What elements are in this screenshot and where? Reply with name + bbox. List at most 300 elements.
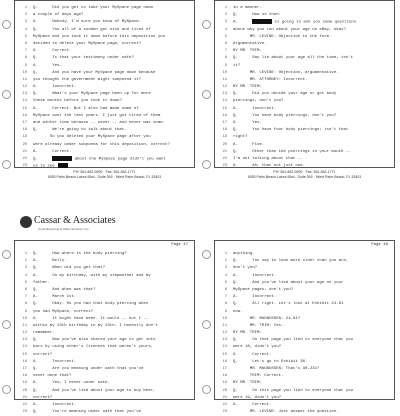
line-text	[233, 388, 392, 395]
transcript-line	[215, 380, 394, 387]
transcript-line	[215, 251, 394, 258]
line-text	[233, 48, 392, 55]
line-number: 9	[24, 309, 27, 314]
line-text	[33, 258, 192, 265]
transcript-line	[15, 359, 194, 366]
line-text	[233, 41, 392, 48]
line-text-part: A. Five.	[233, 142, 265, 147]
line-text	[33, 34, 192, 41]
transcript-frame	[14, 0, 195, 168]
line-text-part: Q. Did you get to take your MySpace page down	[33, 6, 154, 10]
line-text-part: Q. You're meaning under oath that you've	[33, 410, 142, 415]
line-number: 14	[222, 345, 227, 350]
line-text	[33, 402, 192, 409]
line-text-part: Q. And you have your MySpace page down because	[33, 70, 156, 75]
line-text-part: A. Incorrect.	[233, 106, 277, 111]
transcript-line	[215, 337, 394, 344]
line-text-part: MySpace over the last years. I just got tired of them	[33, 113, 161, 118]
line-text-part: A. Correct.	[33, 49, 72, 54]
line-text	[233, 280, 392, 287]
line-text-part: don't you?	[233, 266, 258, 271]
punch-hole	[202, 20, 211, 29]
line-text-part: a couple of days ago?	[33, 13, 84, 18]
transcript-line	[215, 142, 394, 149]
line-number: 19	[222, 381, 227, 386]
logo-name: Cassar & Associates	[34, 215, 116, 226]
line-text	[33, 91, 192, 98]
line-number: 18	[222, 128, 227, 133]
line-text-part: A. Correct.	[233, 352, 272, 357]
line-text-part: A. Nobody. I'm sure you know of MySpace.	[33, 20, 142, 25]
line-text	[233, 142, 392, 149]
line-text-part: these months before you took it down?	[33, 99, 122, 104]
transcript-line	[215, 344, 394, 351]
transcript-line	[15, 395, 194, 402]
line-text	[233, 134, 392, 141]
line-number: 5	[224, 280, 227, 285]
line-text-part: TRIM: Correct.	[233, 374, 284, 379]
line-number: 6	[224, 287, 227, 292]
line-number: 23	[222, 410, 227, 415]
line-text	[233, 106, 392, 113]
transcript-line	[215, 134, 394, 141]
line-text-part: A. Incorrect.	[33, 85, 77, 90]
line-number: 18	[22, 128, 27, 133]
line-number: 16	[222, 113, 227, 118]
line-text	[33, 359, 192, 366]
line-text	[233, 91, 392, 98]
line-text	[233, 34, 392, 41]
line-text	[233, 337, 392, 344]
line-text	[33, 84, 192, 91]
transcript-line	[15, 287, 194, 294]
line-text	[33, 12, 192, 19]
line-text-part: Q. Say lie about your age all the time, isn't	[233, 56, 354, 61]
line-text	[33, 366, 192, 373]
transcript-line	[15, 127, 194, 134]
punch-hole	[2, 90, 11, 99]
transcript-line	[15, 258, 194, 265]
line-text-part: Argumentative.	[233, 41, 267, 46]
transcript-lines	[15, 5, 194, 170]
line-text	[33, 337, 192, 344]
line-text-part: bars by using other's licenses that weren't yours,	[33, 345, 154, 350]
transcript-page-2	[204, 0, 397, 190]
line-text-part: A. Belly.	[33, 259, 67, 264]
line-text-part: Q. On this page you lied to everyone that you	[233, 388, 354, 393]
line-text-part: about the MySpace page didn't you want	[72, 157, 166, 162]
transcript-line	[15, 323, 194, 330]
page-footer	[214, 170, 395, 180]
transcript-line	[215, 19, 394, 26]
line-number: 9	[24, 63, 27, 68]
line-text	[233, 27, 392, 34]
transcript-line	[215, 388, 394, 395]
line-text-part: BY MR. TRIM:	[233, 49, 262, 54]
line-number: 10	[22, 70, 27, 75]
punch-hole	[202, 90, 211, 99]
transcript-line	[215, 127, 394, 134]
line-text-part: now.	[233, 309, 243, 314]
transcript-line	[15, 63, 194, 70]
transcript-lines	[15, 251, 194, 416]
line-text-part: Q.	[33, 157, 53, 162]
transcript-line	[15, 34, 194, 41]
transcript-line	[215, 98, 394, 105]
line-text-part: A. Yes.	[33, 63, 62, 68]
line-number: 3	[24, 266, 27, 271]
line-text	[233, 120, 392, 127]
transcript-line	[215, 330, 394, 337]
line-number: 12	[22, 85, 27, 90]
line-text-part: Q. What's your MySpace page been up for more	[33, 92, 151, 97]
line-text-part: MR. ATTORNEY: Incorrect.	[233, 77, 308, 82]
line-number: 14	[22, 345, 27, 350]
line-number: 9	[224, 309, 227, 314]
transcript-page-4	[204, 210, 397, 415]
line-text	[33, 142, 192, 149]
line-number: 2	[24, 259, 27, 264]
line-text-part: Q. You have body piercings, don't you?	[233, 113, 337, 118]
line-text-part: MR. LEVINE: Just answer the question.	[233, 410, 339, 415]
line-number: 7	[24, 295, 27, 300]
line-text	[233, 366, 392, 373]
line-number: 13	[22, 338, 27, 343]
line-text	[33, 134, 192, 141]
transcript-line	[215, 41, 394, 48]
redaction-bar	[252, 19, 272, 24]
footer-contact: PH: 561.682.0905 · Fax: 561.682.1771	[73, 170, 136, 174]
line-text-part: decided to delete your MySpace page, correct?	[33, 41, 142, 46]
line-text-part: remember.	[33, 331, 55, 336]
transcript-line	[15, 70, 194, 77]
line-text-part: Q. Other than the piercings in your mouth --	[233, 149, 351, 154]
line-number: 20	[222, 142, 227, 147]
transcript-line	[15, 316, 194, 323]
line-number: 16	[22, 359, 27, 364]
punch-hole	[2, 160, 11, 169]
line-text-part: MR. MAGNUSSEN: 24-91?	[233, 316, 301, 321]
footer-address: 1655 Palm Beach Lakes Blvd., Suite 500 · West Palm Beach, FL 33401	[247, 175, 362, 179]
line-text	[33, 395, 192, 402]
punch-hole	[202, 385, 211, 394]
line-text	[33, 273, 192, 280]
transcript-line	[215, 352, 394, 359]
line-text-part: MR. LEVINE: Objection, argumentative.	[233, 70, 339, 75]
transcript-line	[15, 149, 194, 156]
punch-hole	[2, 320, 11, 329]
transcript-line	[215, 373, 394, 380]
line-text-part: Q. How where is the body piercing?	[33, 252, 127, 256]
transcript-line	[15, 27, 194, 34]
line-text	[233, 258, 392, 265]
line-text	[233, 251, 392, 258]
transcript-line	[15, 134, 194, 141]
line-text	[33, 280, 192, 287]
transcript-line	[15, 77, 194, 84]
line-text-part: Q. We're going to talk about that.	[33, 128, 127, 133]
line-text-part: Q. You say to look more older than you are,	[233, 259, 349, 264]
line-text	[233, 294, 392, 301]
line-text-part: A. March 1st.	[33, 295, 77, 300]
transcript-line	[15, 380, 194, 387]
line-number: 3	[224, 20, 227, 25]
transcript-line	[15, 98, 194, 105]
punch-hole	[2, 20, 11, 29]
transcript-line	[215, 120, 394, 127]
line-text-part: and winter time because -- never -- and never was some.	[33, 121, 166, 125]
line-number: 21	[22, 149, 27, 154]
line-text-part: father.	[33, 280, 50, 285]
line-number: 15	[222, 106, 227, 111]
transcript-line	[15, 19, 194, 26]
transcript-line	[15, 352, 194, 359]
line-text	[233, 5, 392, 12]
line-number: 13	[22, 92, 27, 97]
transcript-lines	[215, 251, 394, 416]
line-text-part: A. Yes.	[233, 121, 262, 125]
line-text	[233, 156, 392, 163]
line-number: 5	[224, 34, 227, 39]
transcript-line	[15, 409, 194, 416]
line-number: 16	[222, 359, 227, 364]
line-text	[233, 359, 392, 366]
punch-hole	[202, 250, 211, 259]
line-number: 4	[24, 273, 27, 278]
line-text	[33, 287, 192, 294]
line-number: 23	[22, 410, 27, 415]
line-number: 20	[22, 142, 27, 147]
line-number: 18	[22, 374, 27, 379]
page-footer	[14, 170, 195, 180]
line-text	[233, 352, 392, 359]
line-number: 15	[22, 352, 27, 357]
transcript-frame	[214, 0, 395, 168]
line-number: 11	[22, 323, 27, 328]
line-number: 4	[24, 27, 27, 32]
line-text	[33, 380, 192, 387]
line-text-part: never done that?	[33, 374, 72, 379]
transcript-line	[215, 5, 394, 12]
line-text	[233, 84, 392, 91]
line-text	[233, 55, 392, 62]
line-text-part: piercings, don't you?	[233, 99, 284, 104]
line-text-part: A. Correct.	[233, 402, 272, 407]
line-number: 2	[224, 259, 227, 264]
line-number: 7	[224, 295, 227, 300]
line-number: 2	[224, 13, 227, 18]
line-text	[233, 77, 392, 84]
transcript-line	[215, 48, 394, 55]
transcript-line	[215, 273, 394, 280]
line-text	[233, 265, 392, 272]
line-text	[233, 380, 392, 387]
transcript-page-3	[4, 210, 197, 415]
line-text	[33, 373, 192, 380]
transcript-line	[215, 34, 394, 41]
transcript-line	[15, 330, 194, 337]
line-text-part: A.	[233, 20, 253, 25]
line-text	[233, 98, 392, 105]
line-text	[33, 309, 192, 316]
line-text	[233, 409, 392, 416]
line-number: 8	[24, 302, 27, 307]
line-text-part: you thought the government might subpoena it?	[33, 77, 142, 82]
line-number: 14	[222, 99, 227, 104]
line-number: 11	[222, 323, 227, 328]
line-number: 22	[222, 402, 227, 407]
line-number: 10	[222, 70, 227, 75]
redaction-bar	[52, 156, 72, 161]
page-number: Page 47	[171, 243, 188, 247]
line-text-part: Q. When did you get that?	[33, 266, 106, 271]
line-text-part: us to see	[33, 164, 55, 169]
line-text-part: Q. On that page you lied to everyone that you	[233, 338, 354, 343]
line-text	[33, 5, 192, 12]
line-text	[33, 127, 192, 134]
transcript-line	[215, 55, 394, 62]
line-text	[33, 323, 192, 330]
line-number: 22	[22, 156, 27, 161]
transcript-line	[215, 366, 394, 373]
line-number: 17	[22, 121, 27, 125]
line-number: 19	[222, 135, 227, 140]
transcript-line	[215, 258, 394, 265]
transcript-line	[215, 294, 394, 301]
line-text-part: Q. Let's go to Exhibit 30.	[233, 359, 308, 364]
line-number: 19	[22, 381, 27, 386]
transcript-lines	[215, 5, 394, 170]
line-text	[233, 402, 392, 409]
line-text-part: A. Ah, that not just one.	[233, 164, 306, 169]
transcript-line	[15, 156, 194, 163]
transcript-line	[15, 84, 194, 91]
transcript-line	[15, 12, 194, 19]
line-number: 12	[222, 331, 227, 336]
line-text-part: Q. Did you decide your age or got body	[233, 92, 337, 97]
transcript-line	[215, 395, 394, 402]
line-text-part: about why you run about your age on eBay, okay?	[233, 27, 346, 32]
line-number: 2	[24, 13, 27, 18]
line-text	[33, 388, 192, 395]
line-number: 20	[222, 388, 227, 393]
line-text	[33, 330, 192, 337]
transcript-line	[215, 84, 394, 91]
transcript-line	[215, 12, 394, 19]
line-text	[33, 63, 192, 70]
transcript-line	[215, 149, 394, 156]
line-number: 21	[22, 395, 27, 400]
line-text	[233, 330, 392, 337]
line-text	[33, 149, 192, 156]
line-number: 12	[222, 85, 227, 90]
line-text-part: Q. Are you meaning under oath that you've	[33, 367, 144, 371]
line-text	[233, 395, 392, 402]
transcript-line	[215, 301, 394, 308]
line-text-part: it?	[233, 63, 241, 68]
line-text-part: Q. And you've lied about your age to buy beer,	[33, 388, 156, 393]
line-text	[33, 19, 192, 26]
line-text	[233, 70, 392, 77]
line-text	[33, 48, 192, 55]
line-text-part: Q. All right. Let's look at Exhibit 24-91	[233, 302, 344, 307]
line-text-part: A. Incorrect.	[233, 295, 277, 300]
line-text	[233, 63, 392, 70]
line-text-part: were 19, didn't you?	[233, 395, 282, 400]
line-number: 12	[22, 331, 27, 336]
line-number: 16	[22, 113, 27, 118]
transcript-line	[215, 359, 394, 366]
line-text-part: BY MR. TRIM:	[233, 85, 262, 90]
transcript-line	[215, 402, 394, 409]
line-number: 7	[224, 49, 227, 54]
transcript-line	[215, 113, 394, 120]
line-number: 1	[24, 6, 27, 10]
transcript-line	[15, 106, 194, 113]
line-number: 22	[22, 402, 27, 407]
transcript-frame	[14, 240, 195, 415]
line-text-part: Q. Now you've also shared your age to get into	[33, 338, 156, 343]
line-text-part: A. Correct. But I also had made some of	[33, 106, 139, 111]
line-number: 3	[24, 20, 27, 25]
line-number: 14	[22, 99, 27, 104]
line-text-part: A. Incorrect.	[33, 402, 77, 407]
transcript-line	[15, 55, 194, 62]
line-text	[33, 251, 192, 258]
line-text	[233, 316, 392, 323]
line-text	[33, 113, 192, 120]
line-text-part: Q. Is that your testimony under oath?	[33, 56, 134, 61]
line-text	[233, 149, 392, 156]
transcript-line	[15, 366, 194, 373]
line-text	[233, 113, 392, 120]
line-number: 8	[224, 302, 227, 307]
logo-seal-icon	[20, 216, 32, 228]
line-text	[233, 373, 392, 380]
line-text	[33, 77, 192, 84]
line-text	[233, 301, 392, 308]
line-text-part: Q. You all of a sudden got sick and tired of	[33, 27, 151, 32]
line-number: 20	[22, 388, 27, 393]
line-text	[33, 55, 192, 62]
line-text	[33, 120, 192, 127]
line-number: 1	[24, 252, 27, 256]
transcript-line	[15, 344, 194, 351]
transcript-line	[215, 106, 394, 113]
page-number: Page 48	[371, 243, 388, 247]
footer-address: 1655 Palm Beach Lakes Blvd., Suite 500 · West Palm Beach, FL 33401	[47, 175, 162, 179]
transcript-line	[15, 120, 194, 127]
transcript-line	[215, 27, 394, 34]
line-number: 23	[222, 164, 227, 169]
transcript-line	[15, 280, 194, 287]
line-text-part: A. It might have been. It would -- but I --	[33, 316, 149, 321]
line-number: 8	[24, 56, 27, 61]
line-text	[33, 301, 192, 308]
line-text-part: BY MR. TRIM:	[233, 331, 262, 336]
transcript-line	[15, 5, 194, 12]
line-number: 7	[24, 49, 27, 54]
transcript-line	[215, 280, 394, 287]
line-text-part: I'm not talking about that --	[233, 156, 303, 161]
line-text-part: A. Correct.	[33, 149, 72, 154]
transcript-line	[215, 70, 394, 77]
line-text-part: So you deleted your MySpace page after you	[33, 135, 151, 140]
line-text-part: Q. And when was that?	[33, 287, 96, 292]
line-text	[33, 70, 192, 77]
line-number: 23	[22, 164, 27, 169]
line-number: 15	[222, 352, 227, 357]
